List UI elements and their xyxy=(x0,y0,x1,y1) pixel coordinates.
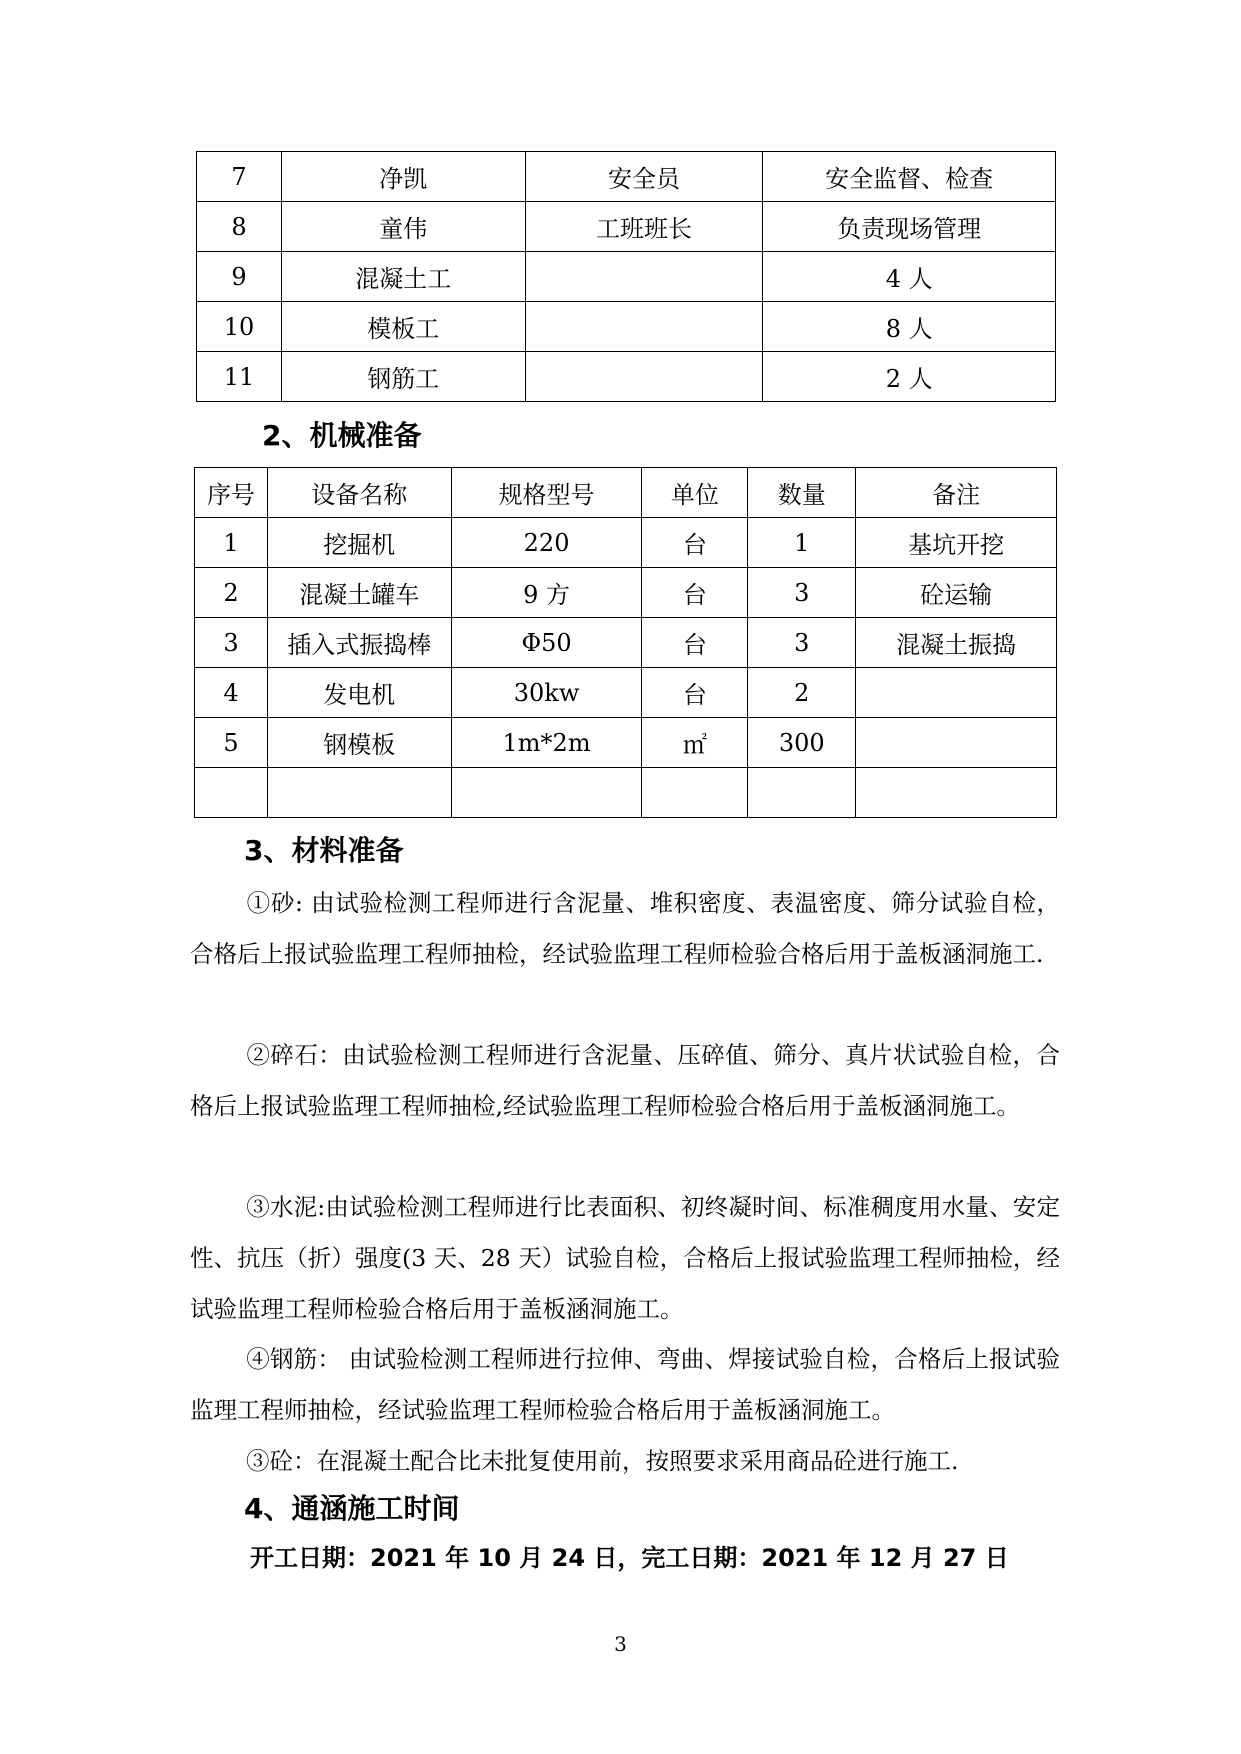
machine-cell: 30kw xyxy=(451,668,642,718)
staff-row xyxy=(197,152,1056,202)
staff-duty-cell: 负责现场管理 xyxy=(763,202,1056,252)
machine-cell: 2 xyxy=(195,568,268,618)
machine-cell: 4 xyxy=(195,668,268,718)
staff-duty-cell: 安全监督、检查 xyxy=(763,152,1056,202)
staff-role-cell xyxy=(525,252,763,302)
material-sand: ①砂: 由试验检测工程师进行含泥量、堆积密度、表温密度、筛分试验自检，合格后上报试验监理工程师抽检，经试验监理工程师检验合格后用于盖板涵洞施工. xyxy=(190,889,1060,968)
machine-cell: 台 xyxy=(642,568,748,618)
material-gravel: ②碎石：由试验检测工程师进行含泥量、压碎值、筛分、真片状试验自检，合格后上报试验监理工程师抽检,经试验监理工程师检验合格后用于盖板涵洞施工。 xyxy=(190,1041,1060,1120)
staff-no-cell: 10 xyxy=(197,302,282,352)
staff-no-cell: 7 xyxy=(197,152,282,202)
machine-cell: 300 xyxy=(748,718,856,768)
page-number: 3 xyxy=(614,1632,627,1656)
section2-title: 2、机械准备 xyxy=(262,419,422,452)
machine-row xyxy=(195,768,1057,818)
machine-header-cell: 序号 xyxy=(195,468,268,518)
machine-cell xyxy=(856,718,1057,768)
machine-cell: 1 xyxy=(195,518,268,568)
staff-role-cell: 安全员 xyxy=(525,152,763,202)
staff-name-cell: 净凯 xyxy=(281,152,525,202)
machine-header-cell: 设备名称 xyxy=(267,468,451,518)
machine-row xyxy=(195,718,1057,768)
machine-header-cell: 备注 xyxy=(856,468,1057,518)
machine-cell xyxy=(856,668,1057,718)
machine-cell: 220 xyxy=(451,518,642,568)
machine-cell: 3 xyxy=(748,618,856,668)
schedule-dates: 开工日期：2021 年 10 月 24 日，完工日期：2021 年 12 月 27 日 xyxy=(250,1544,1009,1572)
staff-name-cell: 混凝土工 xyxy=(281,252,525,302)
material-rebar: ④钢筋： 由试验检测工程师进行拉伸、弯曲、焊接试验自检，合格后上报试验监理工程师抽检，经试验监理工程师检验合格后用于盖板涵洞施工。 xyxy=(190,1345,1060,1424)
machine-cell: 5 xyxy=(195,718,268,768)
machine-cell: 1m*2m xyxy=(451,718,642,768)
material-concrete: ③砼：在混凝土配合比未批复使用前，按照要求采用商品砼进行施工. xyxy=(246,1447,959,1475)
machine-row xyxy=(195,668,1057,718)
machine-cell: 挖掘机 xyxy=(267,518,451,568)
machine-cell: 台 xyxy=(642,618,748,668)
staff-role-cell xyxy=(525,302,763,352)
staff-row xyxy=(197,352,1056,402)
machine-cell: 3 xyxy=(195,618,268,668)
staff-role-cell: 工班班长 xyxy=(525,202,763,252)
staff-table xyxy=(196,151,1056,402)
machine-row xyxy=(195,568,1057,618)
machine-cell: 插入式振捣棒 xyxy=(267,618,451,668)
machine-header-cell: 单位 xyxy=(642,468,748,518)
staff-no-cell: 8 xyxy=(197,202,282,252)
machine-cell: ㎡ xyxy=(642,718,748,768)
machine-cell xyxy=(642,768,748,818)
staff-name-cell: 童伟 xyxy=(281,202,525,252)
staff-name-cell: 模板工 xyxy=(281,302,525,352)
staff-no-cell: 11 xyxy=(197,352,282,402)
machine-cell: 钢模板 xyxy=(267,718,451,768)
section3-title: 3、材料准备 xyxy=(244,834,404,867)
machine-cell: 混凝土振捣 xyxy=(856,618,1057,668)
machine-table-header xyxy=(195,468,1057,518)
staff-no-cell: 9 xyxy=(197,252,282,302)
machine-cell xyxy=(856,768,1057,818)
machine-header-cell: 数量 xyxy=(748,468,856,518)
machine-table xyxy=(194,467,1057,818)
staff-row xyxy=(197,202,1056,252)
machine-cell: 发电机 xyxy=(267,668,451,718)
staff-name-cell: 钢筋工 xyxy=(281,352,525,402)
staff-row xyxy=(197,252,1056,302)
machine-cell: 台 xyxy=(642,518,748,568)
machine-cell: 台 xyxy=(642,668,748,718)
machine-cell: 砼运输 xyxy=(856,568,1057,618)
machine-cell xyxy=(748,768,856,818)
machine-cell: Φ50 xyxy=(451,618,642,668)
staff-duty-cell: 8 人 xyxy=(763,302,1056,352)
machine-row xyxy=(195,618,1057,668)
machine-row xyxy=(195,518,1057,568)
machine-header-cell: 规格型号 xyxy=(451,468,642,518)
material-cement: ③水泥:由试验检测工程师进行比表面积、初终凝时间、标准稠度用水量、安定性、抗压（折）强度(3 天、28 天）试验自检，合格后上报试验监理工程师抽检，经试验监理工程师检验合格后用于盖板涵洞施工。 xyxy=(190,1193,1060,1323)
staff-role-cell xyxy=(525,352,763,402)
machine-cell: 3 xyxy=(748,568,856,618)
machine-cell: 1 xyxy=(748,518,856,568)
machine-cell: 混凝土罐车 xyxy=(267,568,451,618)
staff-duty-cell: 4 人 xyxy=(763,252,1056,302)
machine-cell xyxy=(451,768,642,818)
staff-row xyxy=(197,302,1056,352)
section4-title: 4、通涵施工时间 xyxy=(244,1492,460,1525)
machine-cell: 9 方 xyxy=(451,568,642,618)
machine-cell xyxy=(267,768,451,818)
machine-cell xyxy=(195,768,268,818)
machine-cell: 基坑开挖 xyxy=(856,518,1057,568)
staff-duty-cell: 2 人 xyxy=(763,352,1056,402)
machine-cell: 2 xyxy=(748,668,856,718)
